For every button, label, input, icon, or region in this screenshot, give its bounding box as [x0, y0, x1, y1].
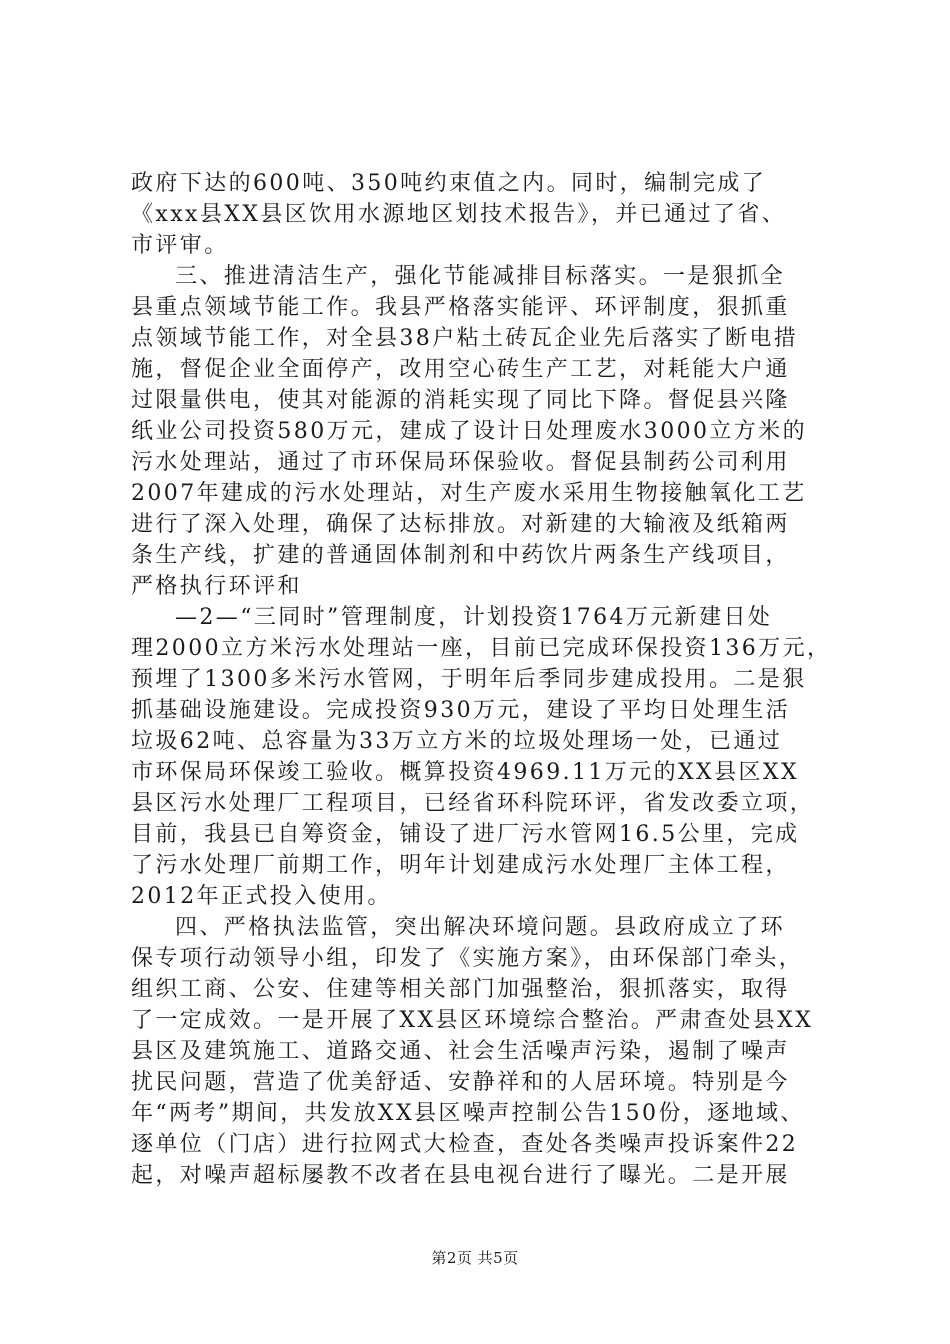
text-line: 目前，我县已自筹资金，铺设了进厂污水管网16.5公里，完成: [131, 822, 800, 847]
text-line: 点领域节能工作，对全县38户粘土砖瓦企业先后落实了断电措: [131, 326, 799, 351]
text-line: 保专项行动领导小组，印发了《实施方案》，由环保部门牵头，: [131, 946, 804, 971]
text-line: 了污水处理厂前期工作，明年计划建成污水处理厂主体工程，: [131, 853, 790, 878]
text-line: 条生产线，扩建的普通固体制剂和中药饮片两条生产线项目，: [131, 543, 790, 568]
text-line: 污水处理站，通过了市环保局环保验收。督促县制药公司利用: [131, 450, 790, 475]
text-line: 年“两考”期间，共发放XX县区噪声控制公告150份，逐地域、: [131, 1101, 805, 1126]
page-footer: [0, 1247, 950, 1268]
text-line: 逐单位（门店）进行拉网式大检查，查处各类噪声投诉案件22: [131, 1132, 799, 1157]
text-line: 组织工商、公安、住建等相关部门加强整治，狠抓落实，取得: [131, 977, 790, 1002]
text-line: 进行了深入处理，确保了达标排放。对新建的大输液及纸箱两: [131, 512, 790, 537]
text-line: 垃圾62吨、总容量为33万立方米的垃圾处理场一处，已通过: [131, 729, 783, 754]
text-line: 县区污水处理厂工程项目，已经省环科院环评，省发改委立项，: [131, 791, 815, 816]
paragraph-first-line: 三、推进清洁生产，强化节能减排目标落实。一是狠抓全: [175, 264, 786, 289]
text-line: 《xxx县XX县区饮用水源地区划技术报告》，并已通过了省、: [131, 202, 787, 227]
text-line: 严格执行环评和: [131, 574, 302, 599]
text-line: 县重点领域节能工作。我县严格落实能评、环评制度，狠抓重: [131, 295, 790, 320]
text-line: 理2000立方米污水处理站一座，目前已完成环保投资136万元，: [131, 636, 832, 661]
document-body: [131, 168, 832, 1191]
text-line: 施，督促企业全面停产，改用空心砖生产工艺，对耗能大户通: [131, 357, 790, 382]
text-line: 2012年正式投入使用。: [131, 884, 392, 909]
text-line: 抓基础设施建设。完成投资930万元，建设了平均日处理生活: [131, 698, 791, 723]
text-line: 政府下达的600吨、350吨约束值之内。同时，编制完成了: [131, 171, 767, 196]
text-line: 起，对噪声超标屡教不改者在县电视台进行了曝光。二是开展: [131, 1163, 790, 1188]
paragraph-first-line: 四、严格执法监管，突出解决环境问题。县政府成立了环: [175, 915, 786, 940]
text-line: 纸业公司投资580万元，建成了设计日处理废水3000立方米的: [131, 419, 807, 444]
page-number-label: 第2页 共5页: [431, 1249, 519, 1267]
paragraph-first-line: —2—“三同时”管理制度，计划投资1764万元新建日处: [175, 605, 773, 630]
text-line: 2007年建成的污水处理站，对生产废水采用生物接触氧化工艺: [131, 481, 807, 506]
text-line: 预埋了1300多米污水管网，于明年后季同步建成投用。二是狠: [131, 667, 807, 692]
text-line: 县区及建筑施工、道路交通、社会生活噪声污染，遏制了噪声: [131, 1039, 790, 1064]
text-line: 市评审。: [131, 233, 229, 258]
text-line: 市环保局环保竣工验收。概算投资4969.11万元的XX县区XX: [131, 760, 800, 785]
text-line: 了一定成效。一是开展了XX县区环境综合整治。严肃查处县XX: [131, 1008, 814, 1033]
text-line: 过限量供电，使其对能源的消耗实现了同比下降。督促县兴隆: [131, 388, 790, 413]
text-line: 扰民问题，营造了优美舒适、安静祥和的人居环境。特别是今: [131, 1070, 790, 1095]
